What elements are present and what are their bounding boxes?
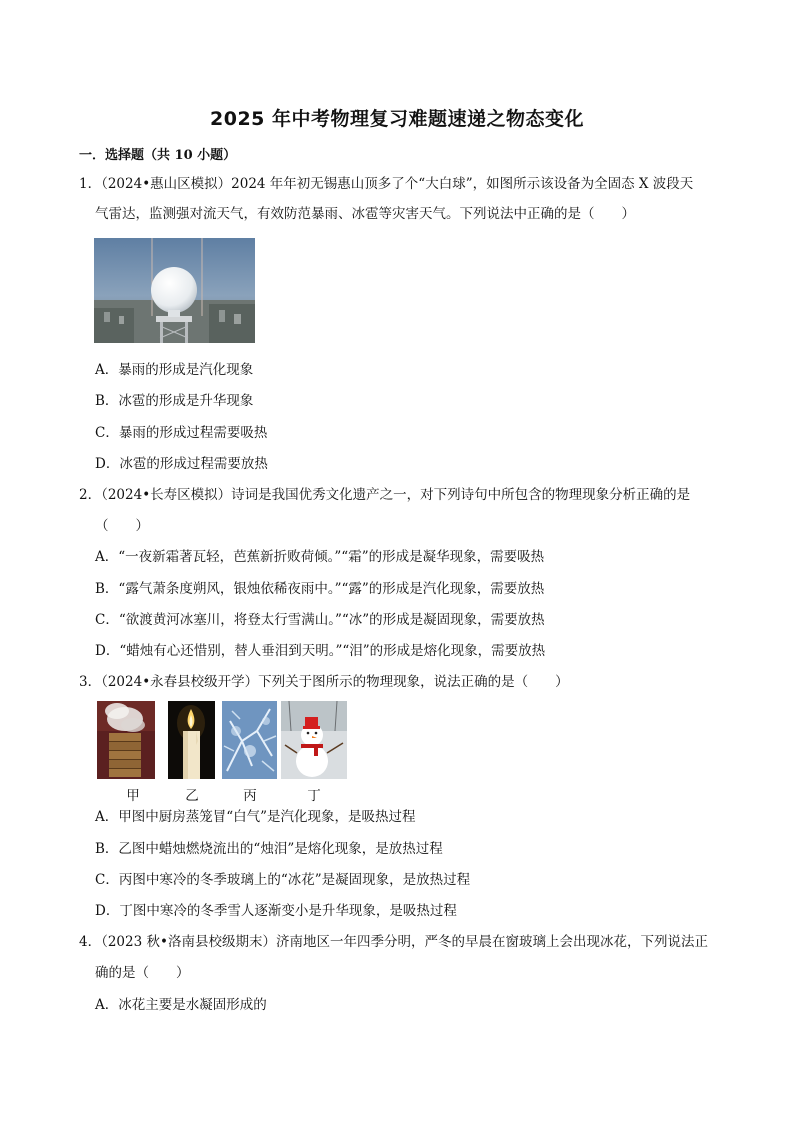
candle-photo — [168, 701, 215, 779]
caption-yi: 乙 — [185, 788, 199, 804]
frost-photo-image — [222, 701, 277, 779]
candle-photo-image — [168, 701, 215, 779]
caption-jia: 甲 — [126, 788, 140, 804]
question-4-option-a: A．冰花主要是水凝固形成的 — [95, 997, 267, 1013]
question-1-option-d: D．冰雹的形成过程需要放热 — [95, 456, 268, 472]
question-2-stem-line-2: （ ） — [95, 518, 149, 534]
question-2-option-b: B．“露气萧条度朔风，银烛依稀夜雨中。”“露”的形成是汽化现象，需要放热 — [95, 581, 545, 597]
question-1-option-c: C．暴雨的形成过程需要吸热 — [95, 425, 268, 441]
question-1-stem-line-2: 气雷达，监测强对流天气，有效防范暴雨、冰雹等灾害天气。下列说法中正确的是（ ） — [95, 206, 635, 222]
question-1-stem-line-1: 1．（2024•惠山区模拟）2024 年年初无锡惠山顶多了个“大白球”，如图所示该设备为全固态 X 波段天 — [79, 176, 694, 192]
question-3-option-c: C．丙图中寒冷的冬季玻璃上的“冰花”是凝固现象，是放热过程 — [95, 872, 471, 888]
radar-photo-image — [94, 238, 255, 343]
caption-bing: 丙 — [243, 788, 257, 804]
question-1-option-a: A．暴雨的形成是汽化现象 — [95, 362, 254, 378]
snowman-photo — [281, 701, 347, 779]
question-2-option-d: D．“蜡烛有心还惜别，替人垂泪到天明。”“泪”的形成是熔化现象，需要放热 — [95, 643, 546, 659]
question-4-stem-line-2: 确的是（ ） — [95, 965, 190, 981]
section-heading: 一．选择题（共 10 小题） — [79, 148, 237, 163]
question-3-stem-line-1: 3．（2024•永春县校级开学）下列关于图所示的物理现象，说法正确的是（ ） — [79, 674, 569, 690]
question-4-stem-line-1: 4．（2023 秋•洛南县校级期末）济南地区一年四季分明，严冬的早晨在窗玻璃上会出现冰花，下列说法正 — [79, 934, 708, 950]
steamer-photo — [97, 701, 155, 779]
steamer-photo-image — [97, 701, 155, 779]
question-1-option-b: B．冰雹的形成是升华现象 — [95, 393, 254, 409]
question-2-stem-line-1: 2．（2024•长寿区模拟）诗词是我国优秀文化遗产之一，对下列诗句中所包含的物理现象分析正确的是 — [79, 487, 691, 503]
page-title: 2025 年中考物理复习难题速递之物态变化 — [210, 108, 584, 130]
question-3-option-b: B．乙图中蜡烛燃烧流出的“烛泪”是熔化现象，是放热过程 — [95, 841, 443, 857]
snowman-photo-image — [281, 701, 347, 779]
question-2-option-a: A．“一夜新霜著瓦轻，芭蕉新折败荷倾。”“霜”的形成是凝华现象，需要吸热 — [95, 549, 545, 565]
frost-photo — [222, 701, 277, 779]
question-3-option-d: D．丁图中寒冷的冬季雪人逐渐变小是升华现象，是吸热过程 — [95, 903, 457, 919]
caption-ding: 丁 — [307, 788, 321, 804]
question-2-option-c: C．“欲渡黄河冰塞川，将登太行雪满山。”“冰”的形成是凝固现象，需要放热 — [95, 612, 545, 628]
radar-photo — [94, 238, 255, 343]
question-3-option-a: A．甲图中厨房蒸笼冒“白气”是汽化现象，是吸热过程 — [95, 809, 416, 825]
